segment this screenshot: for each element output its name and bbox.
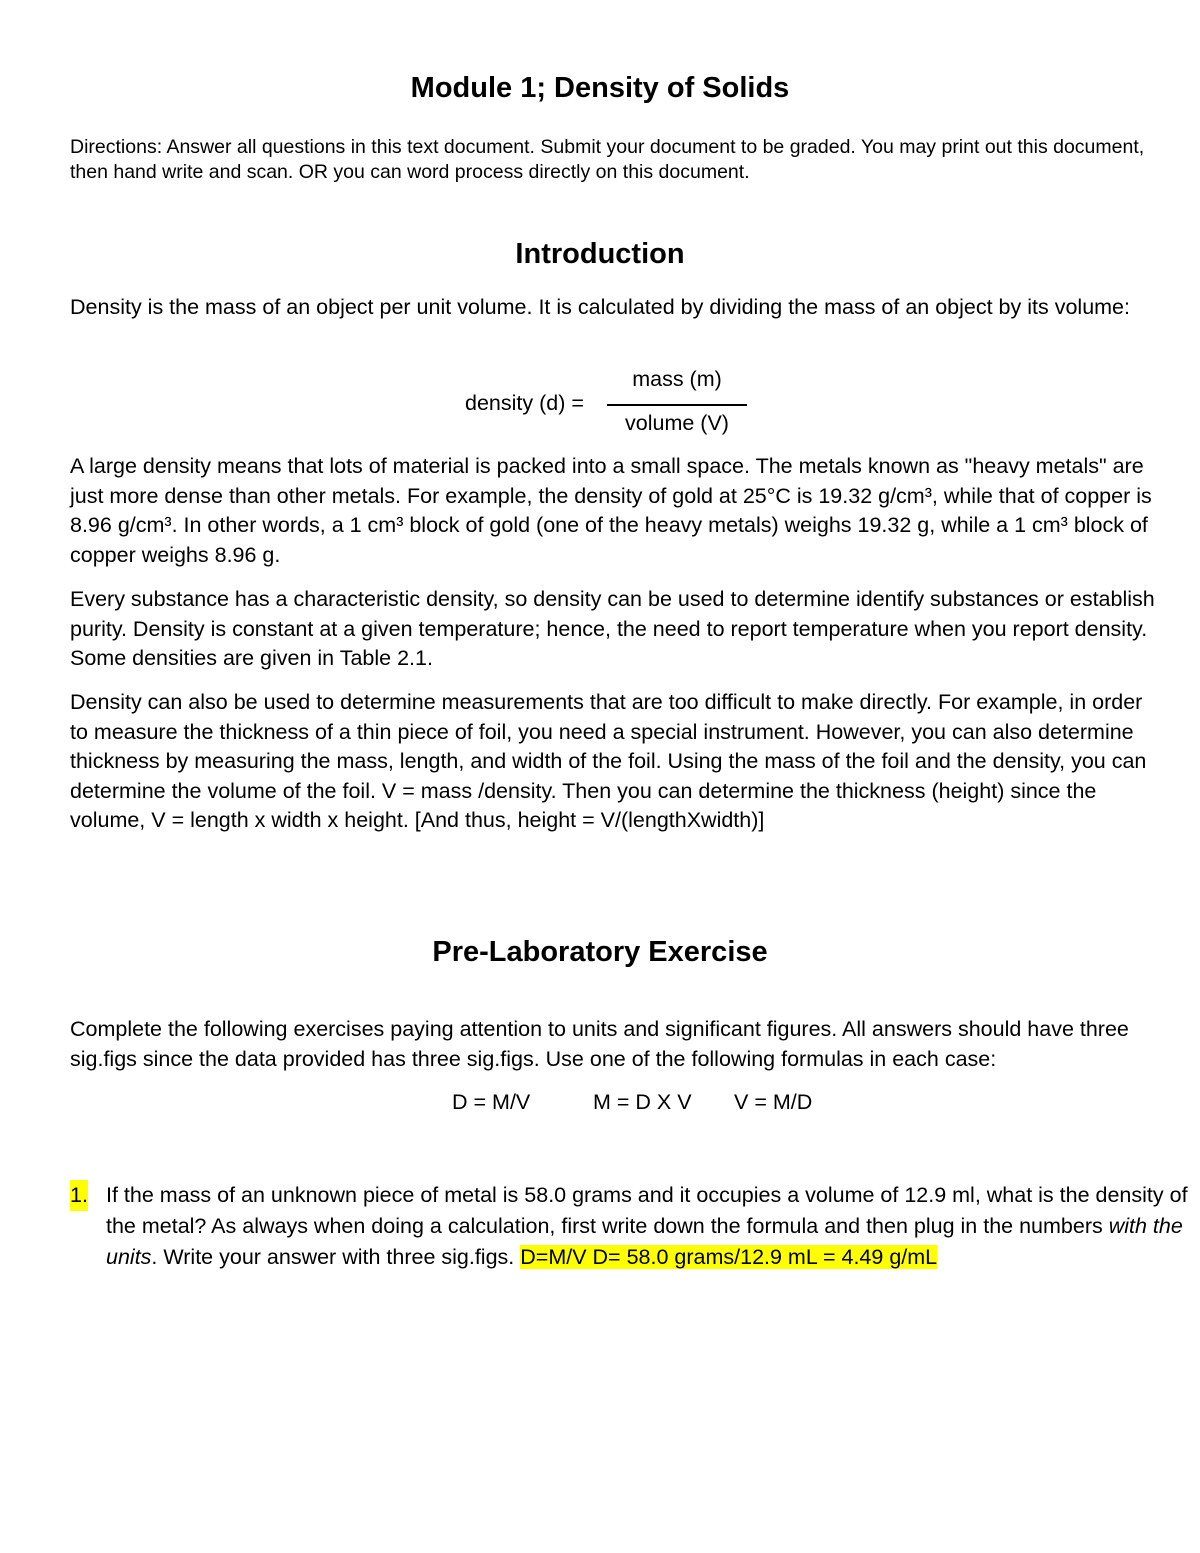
density-formula	[70, 367, 1130, 447]
formula-lhs: density (d) =	[465, 391, 584, 415]
question-1	[70, 1180, 1190, 1273]
formula-density: D = M/V	[452, 1090, 531, 1114]
formula-numerator: mass (m)	[632, 367, 722, 391]
intro-paragraph-4: Density can also be used to determine measurements that are too difficult to make directly. For example, in order to measure the thickness of a thin piece of foil, you need a special instrument. However, you can also determine thickness by measuring the mass, length, and width of the foil. Using the mass of the foil and the density, you can determine the volume of the foil. V = mass /density. Then you can determine the thickness (height) since the volume, V = length x width x height. [And thus, height = V/(lengthXwidth)]	[70, 690, 1147, 832]
prelab-heading: Pre-Laboratory Exercise	[432, 936, 768, 968]
fraction-bar	[607, 404, 747, 406]
formula-volume: V = M/D	[734, 1090, 813, 1114]
document-title: Module 1; Density of Solids	[410, 72, 790, 104]
question-text	[106, 1180, 1190, 1273]
directions-paragraph: Directions: Answer all questions in this text document. Submit your document to be graded. You may print out this document, then hand write and scan. OR you can word process directly on this document.	[70, 136, 1145, 183]
question-text-italic: with the units	[106, 1214, 1183, 1269]
intro-paragraph-3: Every substance has a characteristic density, so density can be used to determine identify substances or establish purity. Density is constant at a given temperature; hence, the need to report temperature when you report density. Some densities are given in Table 2.1.	[70, 587, 1155, 670]
formula-denominator: volume (V)	[625, 411, 729, 435]
question-number: 1.	[70, 1180, 88, 1211]
intro-paragraph-1: Density is the mass of an object per unit volume. It is calculated by dividing the mass of an object by its volume:	[70, 295, 1130, 319]
introduction-heading: Introduction	[515, 238, 685, 270]
formula-mass: M = D X V	[593, 1090, 692, 1114]
prelab-paragraph: Complete the following exercises paying attention to units and significant figures. All answers should have three sig.figs since the data provided has three sig.figs. Use one of the following formulas in each case:	[70, 1017, 1129, 1071]
intro-paragraph-2: A large density means that lots of material is packed into a small space. The metals known as "heavy metals" are just more dense than other metals. For example, the density of gold at 25°C is 19.32 g/cm³, while that of copper is 8.96 g/cm³. In other words, a 1 cm³ block of gold (one of the heavy metals) weighs 19.32 g, while a 1 cm³ block of copper weighs 8.96 g.	[70, 454, 1152, 567]
question-text-a: If the mass of an unknown piece of metal is 58.0 grams and it occupies a volume of 12.9 ml, what is the density of the metal? As always when doing a calculation, first write down the formula and then plug in the numbers	[106, 1183, 1188, 1238]
question-text-b: . Write your answer with three sig.figs.	[151, 1245, 521, 1269]
answer-highlight[interactable]: D=M/V D= 58.0 grams/12.9 mL = 4.49 g/mL	[520, 1245, 938, 1269]
